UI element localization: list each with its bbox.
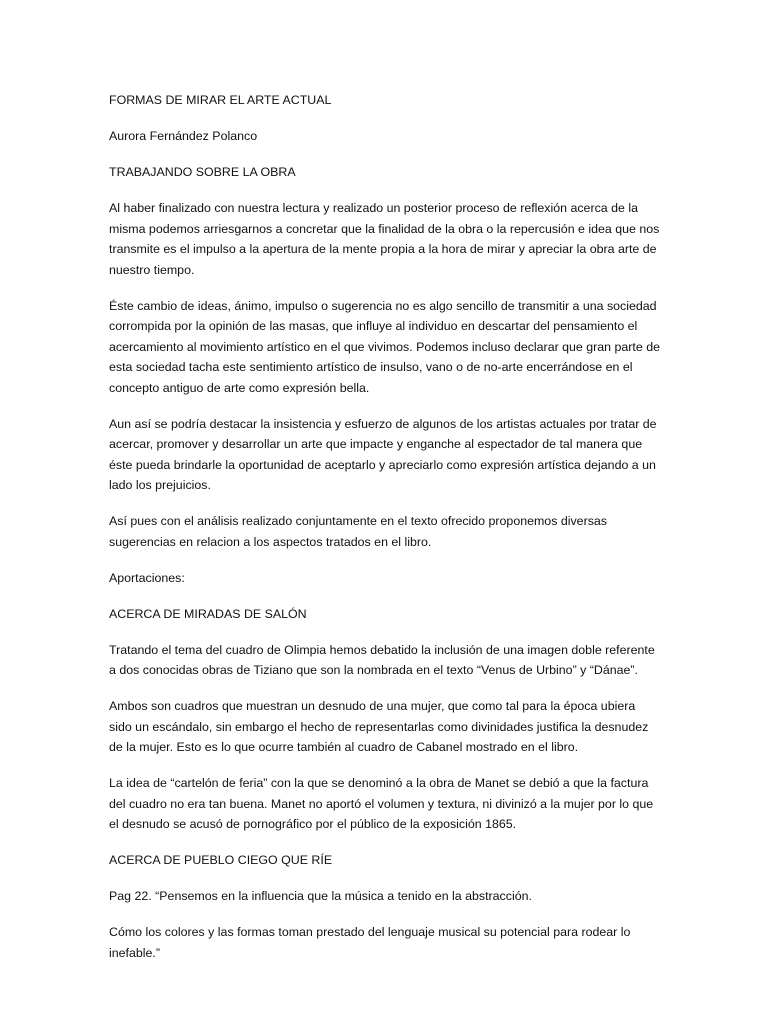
document-body <box>109 90 661 979</box>
paragraph: Al haber finalizado con nuestra lectura y realizado un posterior proceso de reflexión acerca de la misma podemos arriesgarnos a concretar que la finalidad de la obra o la repercusión e idea que nos transmite es el impulso a la apertura de la mente propia a la hora de mirar y apreciar la obra arte de nuestro tiempo. <box>109 201 660 277</box>
paragraph: Así pues con el análisis realizado conjuntamente en el texto ofrecido proponemos diversas sugerencias en relacion a los aspectos tratados en el libro. <box>109 514 607 549</box>
paragraph: Aun así se podría destacar la insistencia y esfuerzo de algunos de los artistas actuales por tratar de acercar, promover y desarrollar un arte que impacte y enganche al espectador de tal manera que éste pueda brindarle la oportunidad de aceptarlo y apreciarlo como expresión artística dejando a un lado los prejuicios. <box>109 416 657 492</box>
paragraph: Cómo los colores y las formas toman prestado del lenguaje musical su potencial para rodear lo inefable.” <box>109 925 631 960</box>
section-heading-miradas: ACERCA DE MIRADAS DE SALÓN <box>109 606 307 621</box>
paragraph: Éste cambio de ideas, ánimo, impulso o sugerencia no es algo sencillo de transmitir a una sociedad corrompida por la opinión de las masas, que influye al individuo en descartar del pensamiento el acercamiento al movimiento artístico en el que vivimos. Podemos incluso declarar que gran parte de esta sociedad tacha este sentimiento artístico de insulso, vano o de no-arte encerrándose en el concepto antiguo de arte como expresión bella. <box>109 298 660 395</box>
paragraph: Pag 22. “Pensemos en la influencia que la música a tenido en la abstracción. <box>109 889 532 903</box>
paragraph: Ambos son cuadros que muestran un desnudo de una mujer, que como tal para la época ubiera sido un escándalo, sin embargo el hecho de representarlas como divinidades justifica la desnudez de la mujer. Esto es lo que ocurre también al cuadro de Cabanel mostrado en el libro. <box>109 699 649 754</box>
document-title: FORMAS DE MIRAR EL ARTE ACTUAL <box>109 93 332 107</box>
paragraph: La idea de “cartelón de feria” con la que se denominó a la obra de Manet se debió a que la factura del cuadro no era tan buena. Manet no aportó el volumen y textura, ni divinizó a la mujer por lo que el desnudo se acusó de pornográfico por el público de la exposición 1865. <box>109 776 654 831</box>
section-heading-pueblo: ACERCA DE PUEBLO CIEGO QUE RÍE <box>109 853 333 867</box>
paragraph: Tratando el tema del cuadro de Olimpia hemos debatido la inclusión de una imagen doble referente a dos conocidas obras de Tiziano que son la nombrada en el texto “Venus de Urbino” y “Dánae”. <box>109 642 655 677</box>
contributions-label: Aportaciones: <box>109 570 185 585</box>
section-heading-trabajando: TRABAJANDO SOBRE LA OBRA <box>109 165 296 179</box>
document-author: Aurora Fernández Polanco <box>109 129 258 143</box>
